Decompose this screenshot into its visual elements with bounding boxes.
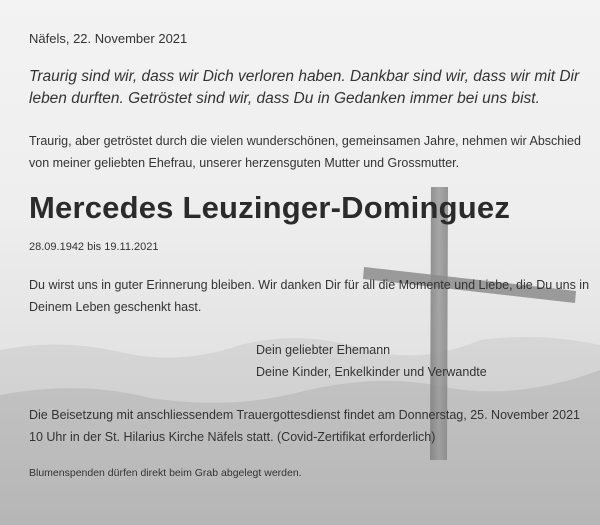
quote-line: Traurig sind wir, dass wir Dich verloren haben. Dankbar sind wir, dass wir mit Dir	[29, 68, 580, 85]
life-dates: 28.09.1942 bis 19.11.2021	[29, 241, 159, 253]
intro-line: von meiner geliebten Ehefrau, unserer herzensguten Mutter und Grossmutter.	[29, 156, 460, 170]
memory-line: Deinem Leben geschenkt hast.	[29, 300, 202, 314]
quote	[29, 66, 579, 110]
signatory-line: Dein geliebter Ehemann	[256, 343, 391, 357]
service-line: 10 Uhr in der St. Hilarius Kirche Näfels statt. (Covid-Zertifikat erforderlich)	[29, 430, 436, 444]
memory-text	[29, 274, 589, 318]
memory-line: Du wirst uns in guter Erinnerung bleiben. Wir danken Dir für all die Momente und Liebe, die Du uns in	[29, 278, 590, 292]
intro-text	[29, 130, 581, 174]
intro-line: Traurig, aber getröstet durch die vielen wunderschönen, gemeinsamen Jahre, nehmen wir Abschied	[29, 134, 581, 148]
signatories	[256, 339, 487, 383]
place-date: Näfels, 22. November 2021	[29, 31, 188, 46]
deceased-name: Mercedes Leuzinger-Dominguez	[29, 190, 511, 225]
quote-line: leben durften. Getröstet sind wir, dass Du in Gedanken immer bei uns bist.	[29, 90, 540, 107]
signatory-line: Deine Kinder, Enkelkinder und Verwandte	[256, 365, 487, 379]
service-line: Die Beisetzung mit anschliessendem Trauergottesdienst findet am Donnerstag, 25. November 2021	[29, 408, 580, 422]
service-info	[29, 404, 580, 448]
flowers-note: Blumenspenden dürfen direkt beim Grab abgelegt werden.	[29, 467, 302, 479]
